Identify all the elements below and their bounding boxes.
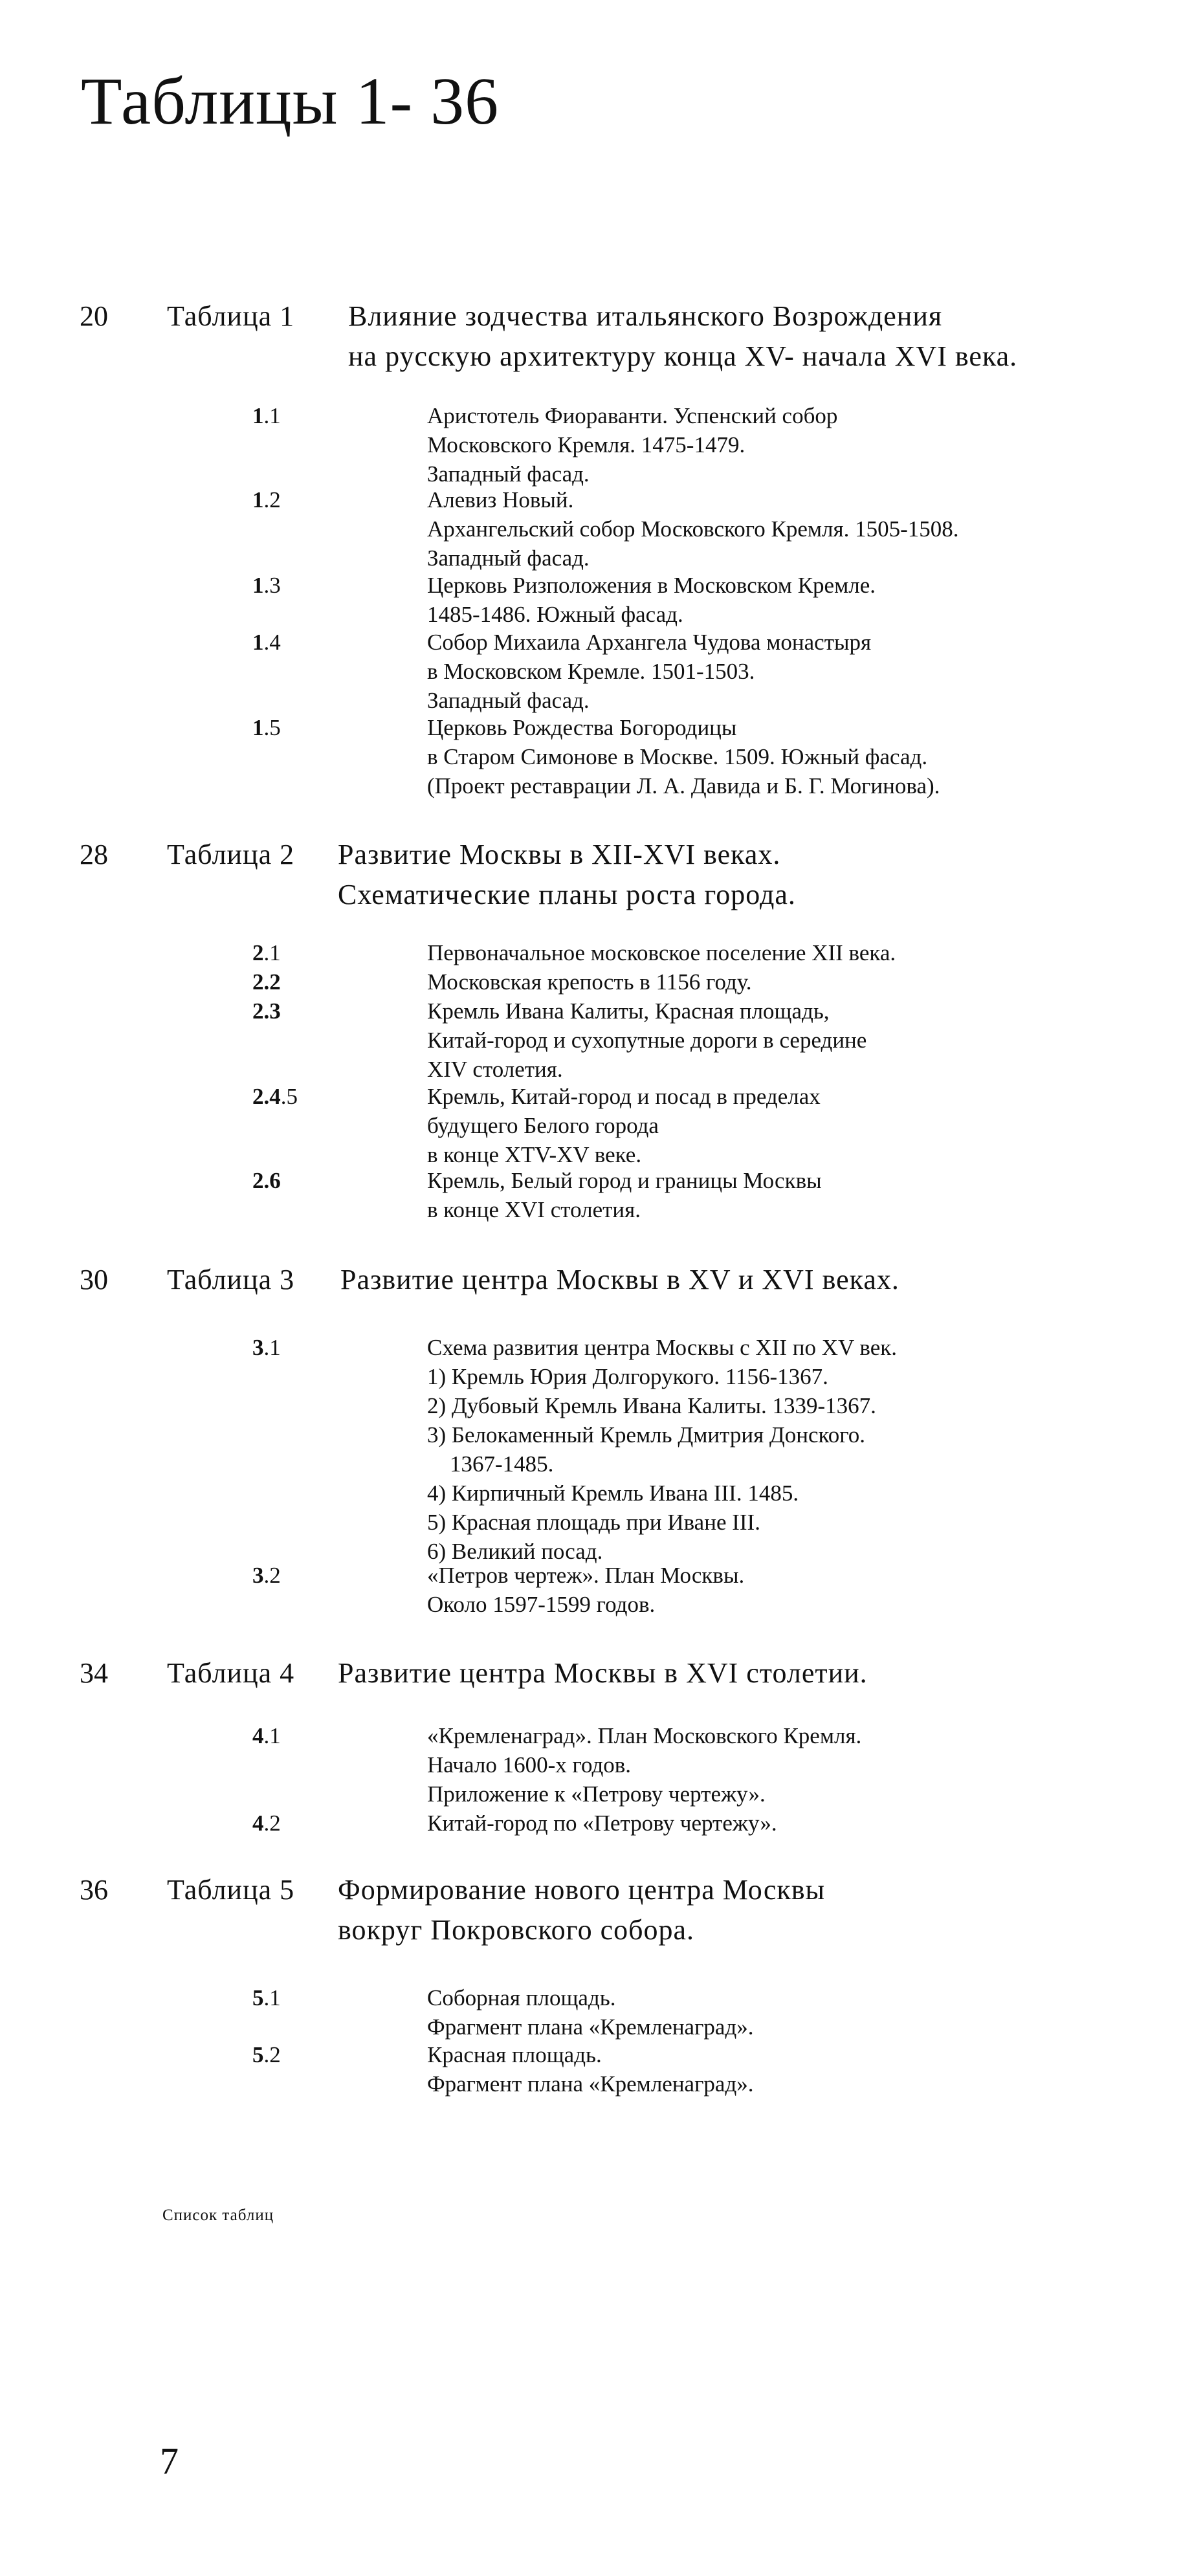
item-description (427, 1333, 897, 1566)
item-description-line: Кремль Ивана Калиты, Красная площадь, (427, 998, 830, 1024)
item-description (427, 967, 752, 996)
section-title-line: Развитие центра Москвы в XV и XVI веках. (340, 1264, 900, 1295)
item-number: 1.1 (252, 403, 281, 428)
item-description (427, 485, 958, 573)
section-page-number: 28 (80, 839, 108, 870)
item-description-line: 3) Белокаменный Кремль Дмитрия Донского. (427, 1422, 866, 1448)
item-number: 1.2 (252, 487, 281, 512)
item-description-line: Фрагмент плана «Кремленаград». (427, 2014, 754, 2040)
item-description (427, 571, 876, 629)
item-description-line: 2) Дубовый Кремль Ивана Калиты. 1339-1367. (427, 1393, 876, 1418)
section-label: Таблица 2 (167, 839, 295, 870)
section-page-number: 36 (80, 1874, 108, 1906)
item-description (427, 938, 896, 967)
section-label: Таблица 4 (167, 1657, 295, 1689)
page-number: 7 (160, 2440, 179, 2482)
item-description-line: 1367-1485. (427, 1451, 554, 1477)
item-number: 1.5 (252, 715, 281, 740)
item-description-line: Московского Кремля. 1475-1479. (427, 432, 745, 457)
item-description-line: Архангельский собор Московского Кремля. 1505-1508. (427, 516, 959, 542)
item-description-line: Алевиз Новый. (427, 487, 574, 512)
item-description-line: Приложение к «Петрову чертежу». (427, 1781, 766, 1807)
item-number: 2.4.5 (252, 1084, 298, 1109)
item-description (427, 1721, 861, 1809)
item-description-line: Аристотель Фиораванти. Успенский собор (427, 403, 838, 428)
item-description (427, 628, 871, 715)
section-title-line: Развитие Москвы в XII-XVI веках. (338, 839, 781, 870)
item-description-line: Фрагмент плана «Кремленаград». (427, 2071, 754, 2097)
section-page-number: 20 (80, 300, 108, 332)
item-description-line: в конце XTV-XV веке. (427, 1142, 642, 1167)
item-description-line: 6) Великий посад. (427, 1539, 603, 1564)
item-description-line: Московская крепость в 1156 году. (427, 969, 752, 995)
item-number: 5.1 (252, 1985, 281, 2010)
section-title (338, 835, 796, 915)
item-description-line: 4) Кирпичный Кремль Ивана III. 1485. (427, 1481, 799, 1506)
item-description (427, 1561, 744, 1619)
running-caption: Список таблиц (162, 2207, 274, 2224)
section-page-number: 34 (80, 1657, 108, 1689)
section-label: Таблица 3 (167, 1264, 295, 1295)
section-title (340, 1260, 900, 1300)
item-description-line: в Московском Кремле. 1501-1503. (427, 659, 755, 684)
item-description-line: Соборная площадь. (427, 1985, 616, 2010)
item-description-line: Красная площадь. (427, 2042, 602, 2067)
section-title-line: на русскую архитектуру конца XV- начала XVI века. (348, 340, 1018, 372)
item-description-line: в Старом Симонове в Москве. 1509. Южный фасад. (427, 744, 928, 769)
item-description-line: Схема развития центра Москвы с XII по XV век. (427, 1335, 898, 1360)
item-number: 4.1 (252, 1723, 281, 1748)
item-description-line: (Проект реставрации Л. А. Давида и Б. Г. Могинова). (427, 773, 940, 798)
item-number: 2.1 (252, 940, 281, 965)
item-description-line: Западный фасад. (427, 461, 590, 487)
section-title-line: Формирование нового центра Москвы (338, 1874, 826, 1906)
item-number: 2.3 (252, 998, 281, 1024)
section-label: Таблица 5 (167, 1874, 295, 1906)
item-description (427, 713, 940, 800)
item-description-line: в конце XVI столетия. (427, 1197, 641, 1222)
item-description (427, 1809, 777, 1838)
item-description-line: Китай-город и сухопутные дороги в середине (427, 1028, 867, 1053)
item-description (427, 1983, 754, 2042)
item-description (427, 1166, 822, 1224)
item-description (427, 401, 837, 489)
item-number: 2.6 (252, 1168, 281, 1193)
item-number: 4.2 (252, 1811, 281, 1836)
item-description-line: «Петров чертеж». План Москвы. (427, 1563, 745, 1588)
item-number: 1.3 (252, 573, 281, 598)
item-description-line: Собор Михаила Архангела Чудова монастыря (427, 630, 872, 655)
item-number: 3.2 (252, 1563, 281, 1588)
item-description-line: 1) Кремль Юрия Долгорукого. 1156-1367. (427, 1364, 828, 1389)
item-description-line: Кремль, Китай-город и посад в пределах (427, 1084, 821, 1109)
section-title-line: вокруг Покровского собора. (338, 1914, 695, 1946)
item-description (427, 996, 866, 1084)
section-label: Таблица 1 (167, 300, 295, 332)
item-description-line: Кремль, Белый город и границы Москвы (427, 1168, 822, 1193)
section-title (338, 1870, 825, 1950)
item-description-line: «Кремленаград». План Московского Кремля. (427, 1723, 862, 1748)
item-description-line: Церковь Рождества Богородицы (427, 715, 737, 740)
item-number: 2.2 (252, 969, 281, 995)
item-description (427, 1082, 821, 1169)
section-title-line: Влияние зодчества итальянского Возрождения (348, 300, 943, 332)
section-title-line: Развитие центра Москвы в XVI столетии. (338, 1657, 868, 1689)
item-description-line: будущего Белого города (427, 1113, 659, 1138)
item-description-line: Около 1597-1599 годов. (427, 1592, 656, 1617)
item-description-line: Начало 1600-х годов. (427, 1752, 632, 1778)
section-title (338, 1653, 868, 1693)
item-description-line: XIV столетия. (427, 1057, 563, 1082)
item-number: 5.2 (252, 2042, 281, 2067)
item-description-line: 5) Красная площадь при Иване III. (427, 1510, 760, 1535)
item-number: 1.4 (252, 630, 281, 655)
section-page-number: 30 (80, 1264, 108, 1295)
item-description-line: Первоначальное московское поселение XII века. (427, 940, 896, 965)
item-description-line: Церковь Ризположения в Московском Кремле. (427, 573, 876, 598)
section-title (348, 296, 1017, 377)
item-description-line: Китай-город по «Петрову чертежу». (427, 1811, 777, 1836)
item-description-line: Западный фасад. (427, 688, 590, 713)
section-title-line: Схематические планы роста города. (338, 879, 796, 910)
page-title: Таблицы 1- 36 (81, 64, 500, 138)
item-number: 3.1 (252, 1335, 281, 1360)
item-description (427, 2040, 754, 2098)
item-description-line: Западный фасад. (427, 545, 590, 571)
item-description-line: 1485-1486. Южный фасад. (427, 602, 683, 627)
